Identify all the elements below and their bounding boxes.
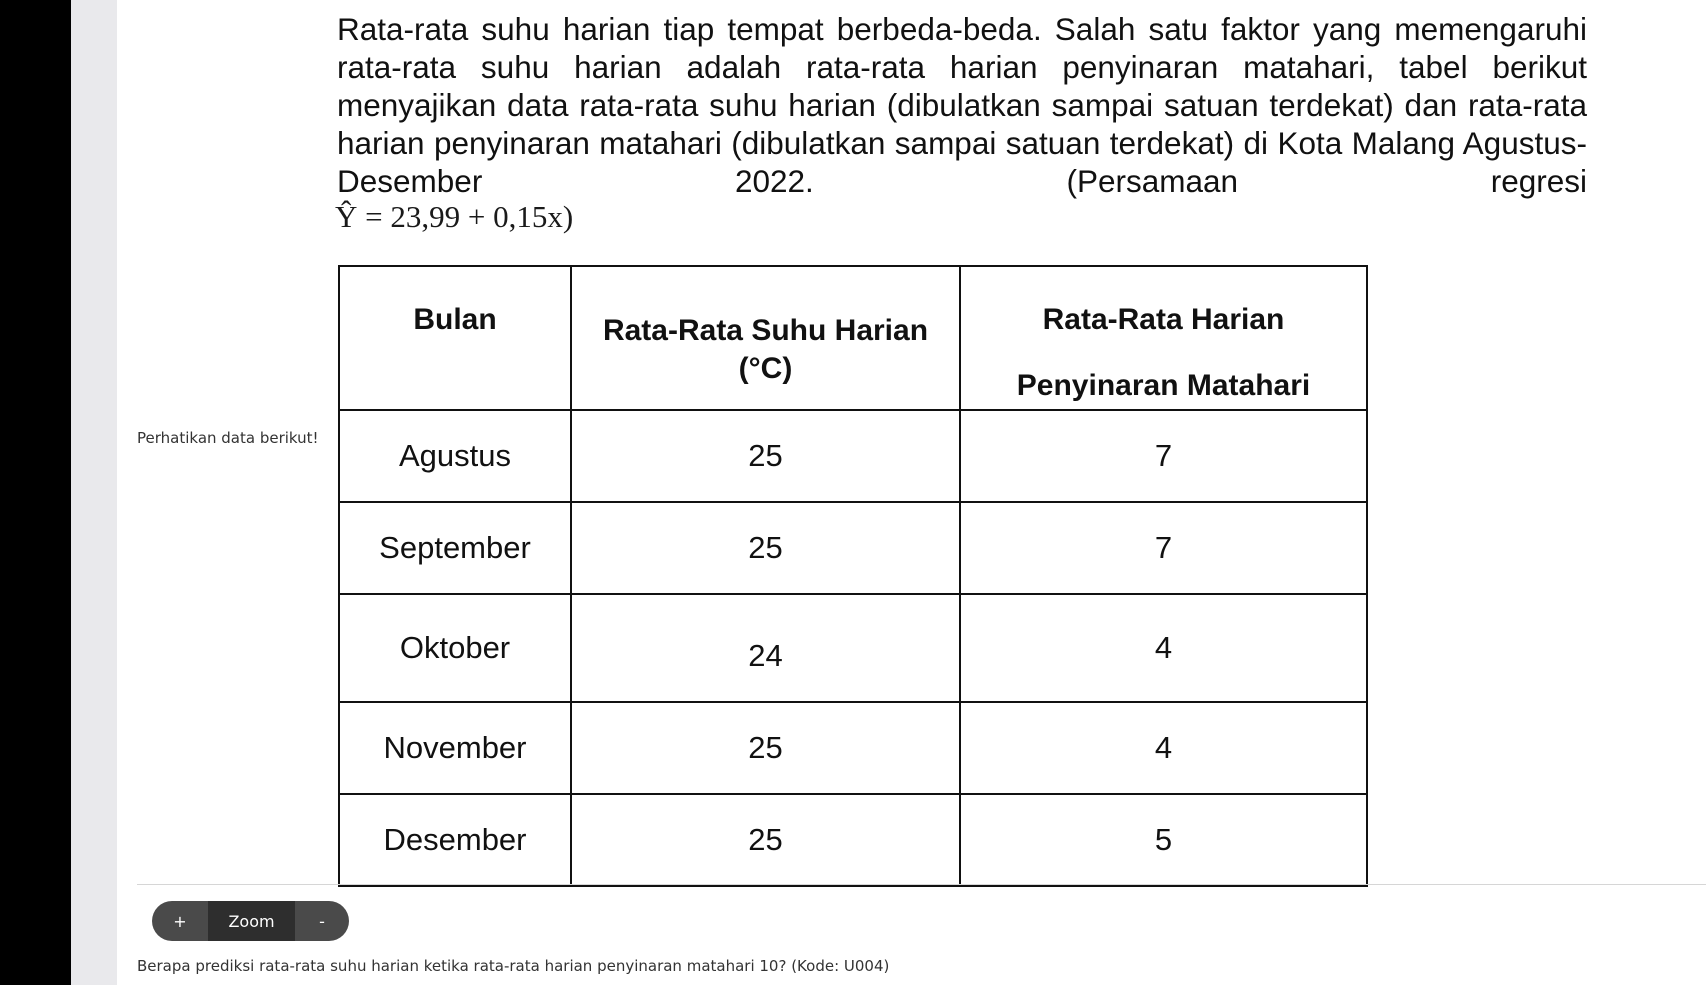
header-sunshine-line1: Rata-Rata Harian <box>1042 303 1285 336</box>
cell-month: Oktober <box>339 594 571 702</box>
header-month-label: Bulan <box>413 303 497 336</box>
question-text: Berapa prediksi rata-rata suhu harian ketika rata-rata harian penyinaran matahari 10? (Kode: U004) <box>137 957 890 975</box>
header-temperature-line1: Rata-Rata Suhu Harian <box>602 314 929 347</box>
header-sunshine-line2: Penyinaran Matahari <box>1016 369 1311 402</box>
table-row <box>339 794 1367 886</box>
cell-sunshine: 5 <box>960 794 1367 886</box>
header-sunshine <box>960 266 1367 410</box>
cell-month: Agustus <box>339 410 571 502</box>
header-temperature <box>571 266 960 410</box>
cell-temperature: 25 <box>571 702 960 794</box>
header-month <box>339 266 571 410</box>
table-row <box>339 410 1367 502</box>
instruction-label: Perhatikan data berikut! <box>137 429 319 447</box>
table-row <box>339 594 1367 702</box>
cell-month: September <box>339 502 571 594</box>
cell-sunshine: 4 <box>960 594 1367 702</box>
zoom-label-button[interactable]: Zoom <box>208 901 295 941</box>
section-divider <box>137 884 1706 885</box>
cell-sunshine: 7 <box>960 502 1367 594</box>
zoom-control <box>152 901 349 941</box>
cell-temperature: 24 <box>571 594 960 702</box>
passage-text: Rata-rata suhu harian tiap tempat berbeda-beda. Salah satu faktor yang memengaruhi rata-rata suhu harian adalah rata-rata harian penyinaran matahari, tabel berikut menyajikan data rata-rata suhu harian (dibulatkan sampai satuan terdekat) dan rata-rata harian penyinaran matahari (dibulatkan sampai satuan terdekat) di Kota Malang Agustus-Desember 2022. (Persamaan regresi <box>337 11 1587 199</box>
cell-month: November <box>339 702 571 794</box>
header-temperature-line2: (°C) <box>738 352 793 385</box>
cell-temperature: 25 <box>571 410 960 502</box>
cell-sunshine: 7 <box>960 410 1367 502</box>
cell-sunshine: 4 <box>960 702 1367 794</box>
cell-temperature: 25 <box>571 794 960 886</box>
left-black-bar <box>0 0 71 985</box>
left-gutter <box>71 0 117 985</box>
cell-temperature: 25 <box>571 502 960 594</box>
zoom-out-button[interactable]: - <box>295 901 349 941</box>
data-table <box>338 265 1368 887</box>
table-row <box>339 502 1367 594</box>
regression-equation: Ŷ = 23,99 + 0,15x) <box>335 199 574 234</box>
table-header-row <box>339 266 1367 410</box>
zoom-in-button[interactable]: + <box>152 901 208 941</box>
cell-month: Desember <box>339 794 571 886</box>
data-table-container <box>338 265 1368 887</box>
table-row <box>339 702 1367 794</box>
